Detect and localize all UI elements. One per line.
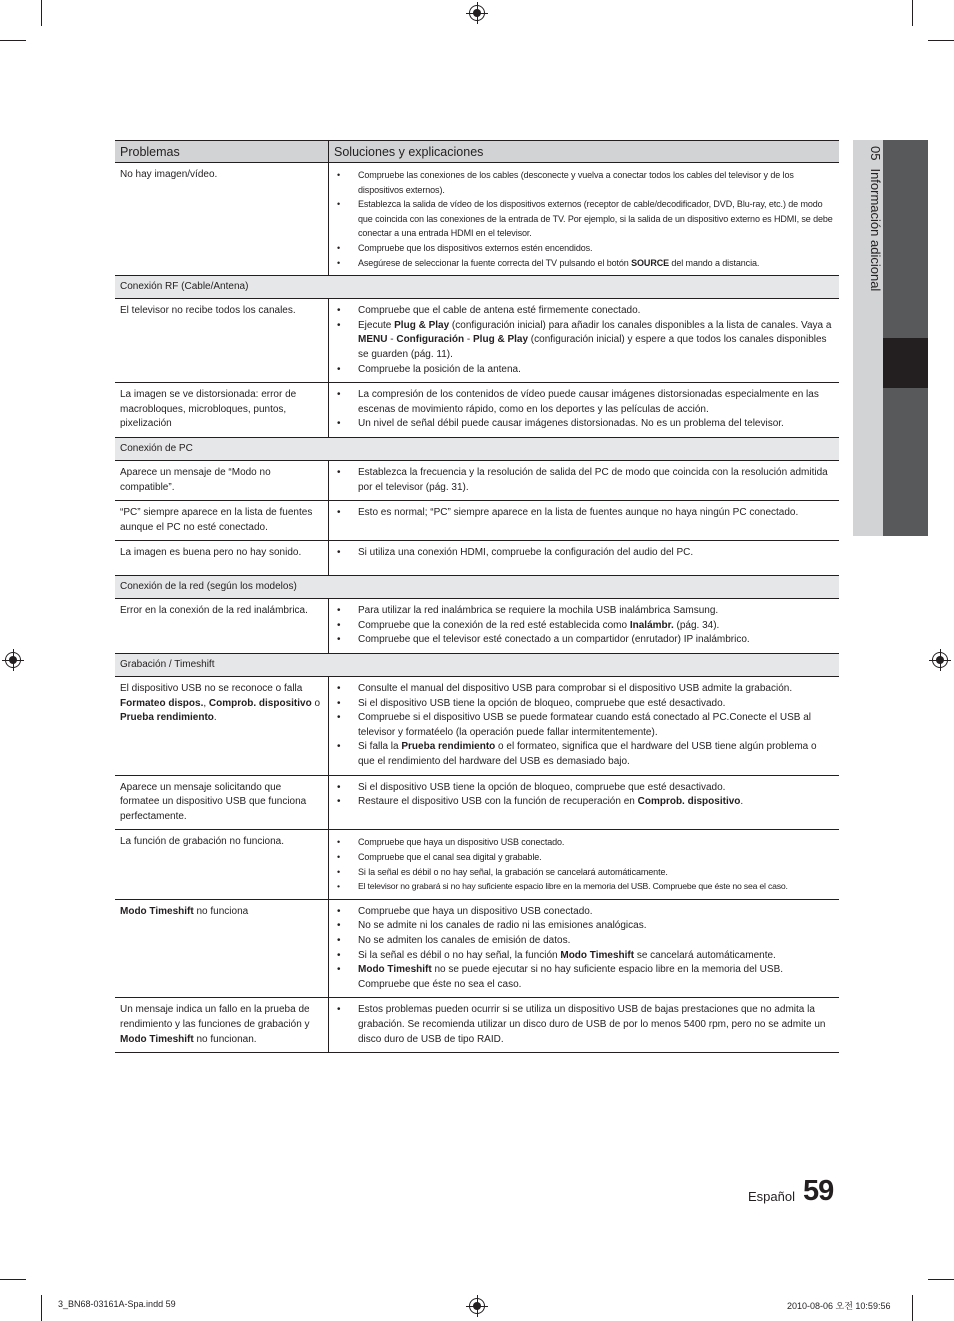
crop-mark [912, 1295, 913, 1321]
section-row [115, 654, 839, 677]
solution-item: • Compruebe que el cable de antena esté firmemente conectado. [358, 304, 834, 319]
section-title: Conexión de PC [115, 437, 839, 460]
chapter-number: 05 [868, 146, 883, 161]
solution-item: • No se admite ni los canales de radio ni las emisiones analógicas. [358, 919, 834, 934]
table-row [115, 599, 839, 654]
solution-item: • El televisor no grabará si no hay suficiente espacio libre en la memoria del USB. Compruebe que éste no sea el caso. [358, 879, 834, 894]
solution-cell [329, 299, 840, 383]
crop-mark [928, 1279, 954, 1280]
solution-cell [329, 599, 840, 654]
crop-mark [0, 40, 26, 41]
solution-item: • Compruebe la posición de la antena. [358, 363, 834, 378]
solution-cell [329, 501, 840, 541]
solution-item: • No se admiten los canales de emisión de datos. [358, 934, 834, 949]
solution-cell [329, 899, 840, 998]
problem-cell: El televisor no recibe todos los canales. [115, 299, 329, 383]
chapter-title [868, 146, 883, 346]
table-row [115, 830, 839, 899]
solution-item: • Compruebe que el televisor esté conectado a un compartidor (enrutador) IP inalámbrico. [358, 633, 834, 648]
slug-date: 2010-08-06 오전 10:59:56 [787, 1301, 891, 1311]
problem-cell: La función de grabación no funciona. [115, 830, 329, 899]
problem-cell: Aparece un mensaje de “Modo no compatible”. [115, 460, 329, 500]
table-row [115, 460, 839, 500]
solution-cell [329, 163, 840, 276]
table-row [115, 299, 839, 383]
solution-item: • Compruebe que haya un dispositivo USB conectado. [358, 905, 834, 920]
crop-mark [912, 0, 913, 26]
registration-mark-icon [469, 5, 485, 21]
solution-item: • Compruebe que la conexión de la red esté establecida como Inalámbr. (pág. 34). [358, 619, 834, 634]
solution-cell [329, 383, 840, 438]
problem-cell: Error en la conexión de la red inalámbrica. [115, 599, 329, 654]
solution-item: • La compresión de los contenidos de vídeo puede causar imágenes distorsionadas especialmente en las escenas de movimiento rápido, como en los deportes y las películas de acción. [358, 388, 834, 417]
table-row [115, 163, 839, 276]
chapter-tab-marker [883, 338, 928, 388]
solution-item: • Esto es normal; “PC” siempre aparece en la lista de fuentes aunque no haya ningún PC conectado. [358, 506, 834, 521]
problem-cell: La imagen es buena pero no hay sonido. [115, 541, 329, 576]
table-header [115, 141, 839, 163]
section-title: Conexión RF (Cable/Antena) [115, 276, 839, 299]
solution-item: • Estos problemas pueden ocurrir si se utiliza un dispositivo USB de bajas prestaciones que no admita la grabación. Se recomienda utilizar un disco duro de USB de por lo menos 5400 rpm, pero no se admite un disco duro de USB de tipo RAID. [358, 1003, 834, 1047]
solution-item: • Asegúrese de seleccionar la fuente correcta del TV pulsando el botón SOURCE del mando a distancia. [358, 256, 834, 271]
solution-item: • Si el dispositivo USB tiene la opción de bloqueo, compruebe que esté desactivado. [358, 697, 834, 712]
table-row [115, 501, 839, 541]
section-row [115, 576, 839, 599]
solution-item: • Compruebe que los dispositivos externos estén encendidos. [358, 241, 834, 256]
problem-cell: El dispositivo USB no se reconoce o falla Formateo dispos., Comprob. dispositivo o Prueba rendimiento. [115, 677, 329, 776]
slug-file: 3_BN68-03161A-Spa.indd 59 [58, 1299, 176, 1309]
crop-mark [928, 40, 954, 41]
problems-header: Problemas [115, 141, 329, 163]
table-row [115, 541, 839, 576]
troubleshooting-table [115, 140, 839, 1053]
section-title: Grabación / Timeshift [115, 654, 839, 677]
solution-cell [329, 775, 840, 830]
registration-mark-icon [469, 1298, 485, 1314]
solution-item: • Restaure el dispositivo USB con la función de recuperación en Comprob. dispositivo. [358, 795, 834, 810]
solutions-header: Soluciones y explicaciones [329, 141, 840, 163]
page-number: 59 [803, 1175, 834, 1207]
problem-cell: No hay imagen/vídeo. [115, 163, 329, 276]
crop-mark [41, 0, 42, 26]
problem-cell: Un mensaje indica un fallo en la prueba de rendimiento y las funciones de grabación y Modo Timeshift no funcionan. [115, 998, 329, 1053]
solution-cell [329, 541, 840, 576]
solution-item: • Si el dispositivo USB tiene la opción de bloqueo, compruebe que esté desactivado. [358, 781, 834, 796]
solution-item: • Un nivel de señal débil puede causar imágenes distorsionadas. No es un problema del televisor. [358, 417, 834, 432]
chapter-name: Información adicional [868, 168, 883, 292]
solution-item: • Compruebe si el dispositivo USB se puede formatear cuando está conectado al PC.Conecte el USB al televisor y formatéelo (la operación puede fallar intermitentemente). [358, 711, 834, 740]
section-row [115, 276, 839, 299]
crop-mark [41, 1295, 42, 1321]
solution-cell [329, 460, 840, 500]
solution-item: • Si falla la Prueba rendimiento o el formateo, significa que el hardware del USB tiene algún problema o que el rendimiento del hardware del USB es demasiado bajo. [358, 740, 834, 769]
solution-cell [329, 677, 840, 776]
section-title: Conexión de la red (según los modelos) [115, 576, 839, 599]
solution-item: • Establezca la frecuencia y la resolución de salida del PC de modo que coincida con la resolución admitida por el televisor (pág. 31). [358, 466, 834, 495]
crop-mark [0, 1279, 26, 1280]
solution-item: • Ejecute Plug & Play (configuración inicial) para añadir los canales disponibles a la lista de canales. Vaya a MENU - Configuración - Plug & Play (configuración inicial) y espere a que todos los canales disponibles se guarden (pág. 11). [358, 319, 834, 363]
table-row [115, 677, 839, 776]
solution-item: • Compruebe que el canal sea digital y grabable. [358, 850, 834, 865]
solution-item: • Si la señal es débil o no hay señal, la grabación se cancelará automáticamente. [358, 865, 834, 880]
registration-mark-icon [932, 652, 948, 668]
problem-cell: Aparece un mensaje solicitando que formatee un dispositivo USB que funciona perfectamente. [115, 775, 329, 830]
section-row [115, 437, 839, 460]
solution-item: • Si utiliza una conexión HDMI, compruebe la configuración del audio del PC. [358, 546, 834, 561]
problem-cell: La imagen se ve distorsionada: error de macrobloques, microbloques, puntos, pixelización [115, 383, 329, 438]
table-row [115, 383, 839, 438]
problem-cell: Modo Timeshift no funciona [115, 899, 329, 998]
footer-language: Español [748, 1189, 795, 1204]
solution-cell [329, 998, 840, 1053]
solution-cell [329, 830, 840, 899]
solution-item: • Establezca la salida de vídeo de los dispositivos externos (receptor de cable/decodificador, DVD, Blu-ray, etc.) de modo que coincida con las conexiones de la entrada de TV. Por ejemplo, si la salida de un dispositivo externo es HDMI, se debe conectar a una entrada HDMI en el televisor. [358, 197, 834, 241]
solution-item: • Si la señal es débil o no hay señal, la función Modo Timeshift se cancelará automáticamente. [358, 949, 834, 964]
problem-cell: “PC” siempre aparece en la lista de fuentes aunque el PC no esté conectado. [115, 501, 329, 541]
solution-item: • Compruebe las conexiones de los cables (desconecte y vuelva a conectar todos los cables del televisor y de los dispositivos externos). [358, 168, 834, 197]
solution-item: • Compruebe que haya un dispositivo USB conectado. [358, 835, 834, 850]
registration-mark-icon [5, 652, 21, 668]
table-row [115, 775, 839, 830]
solution-item: • Para utilizar la red inalámbrica se requiere la mochila USB inalámbrica Samsung. [358, 604, 834, 619]
solution-item: • Consulte el manual del dispositivo USB para comprobar si el dispositivo USB admite la grabación. [358, 682, 834, 697]
solution-item: • Modo Timeshift no se puede ejecutar si no hay suficiente espacio libre en la memoria del USB. Compruebe que éste no sea el caso. [358, 963, 834, 992]
table-row [115, 899, 839, 998]
table-row [115, 998, 839, 1053]
